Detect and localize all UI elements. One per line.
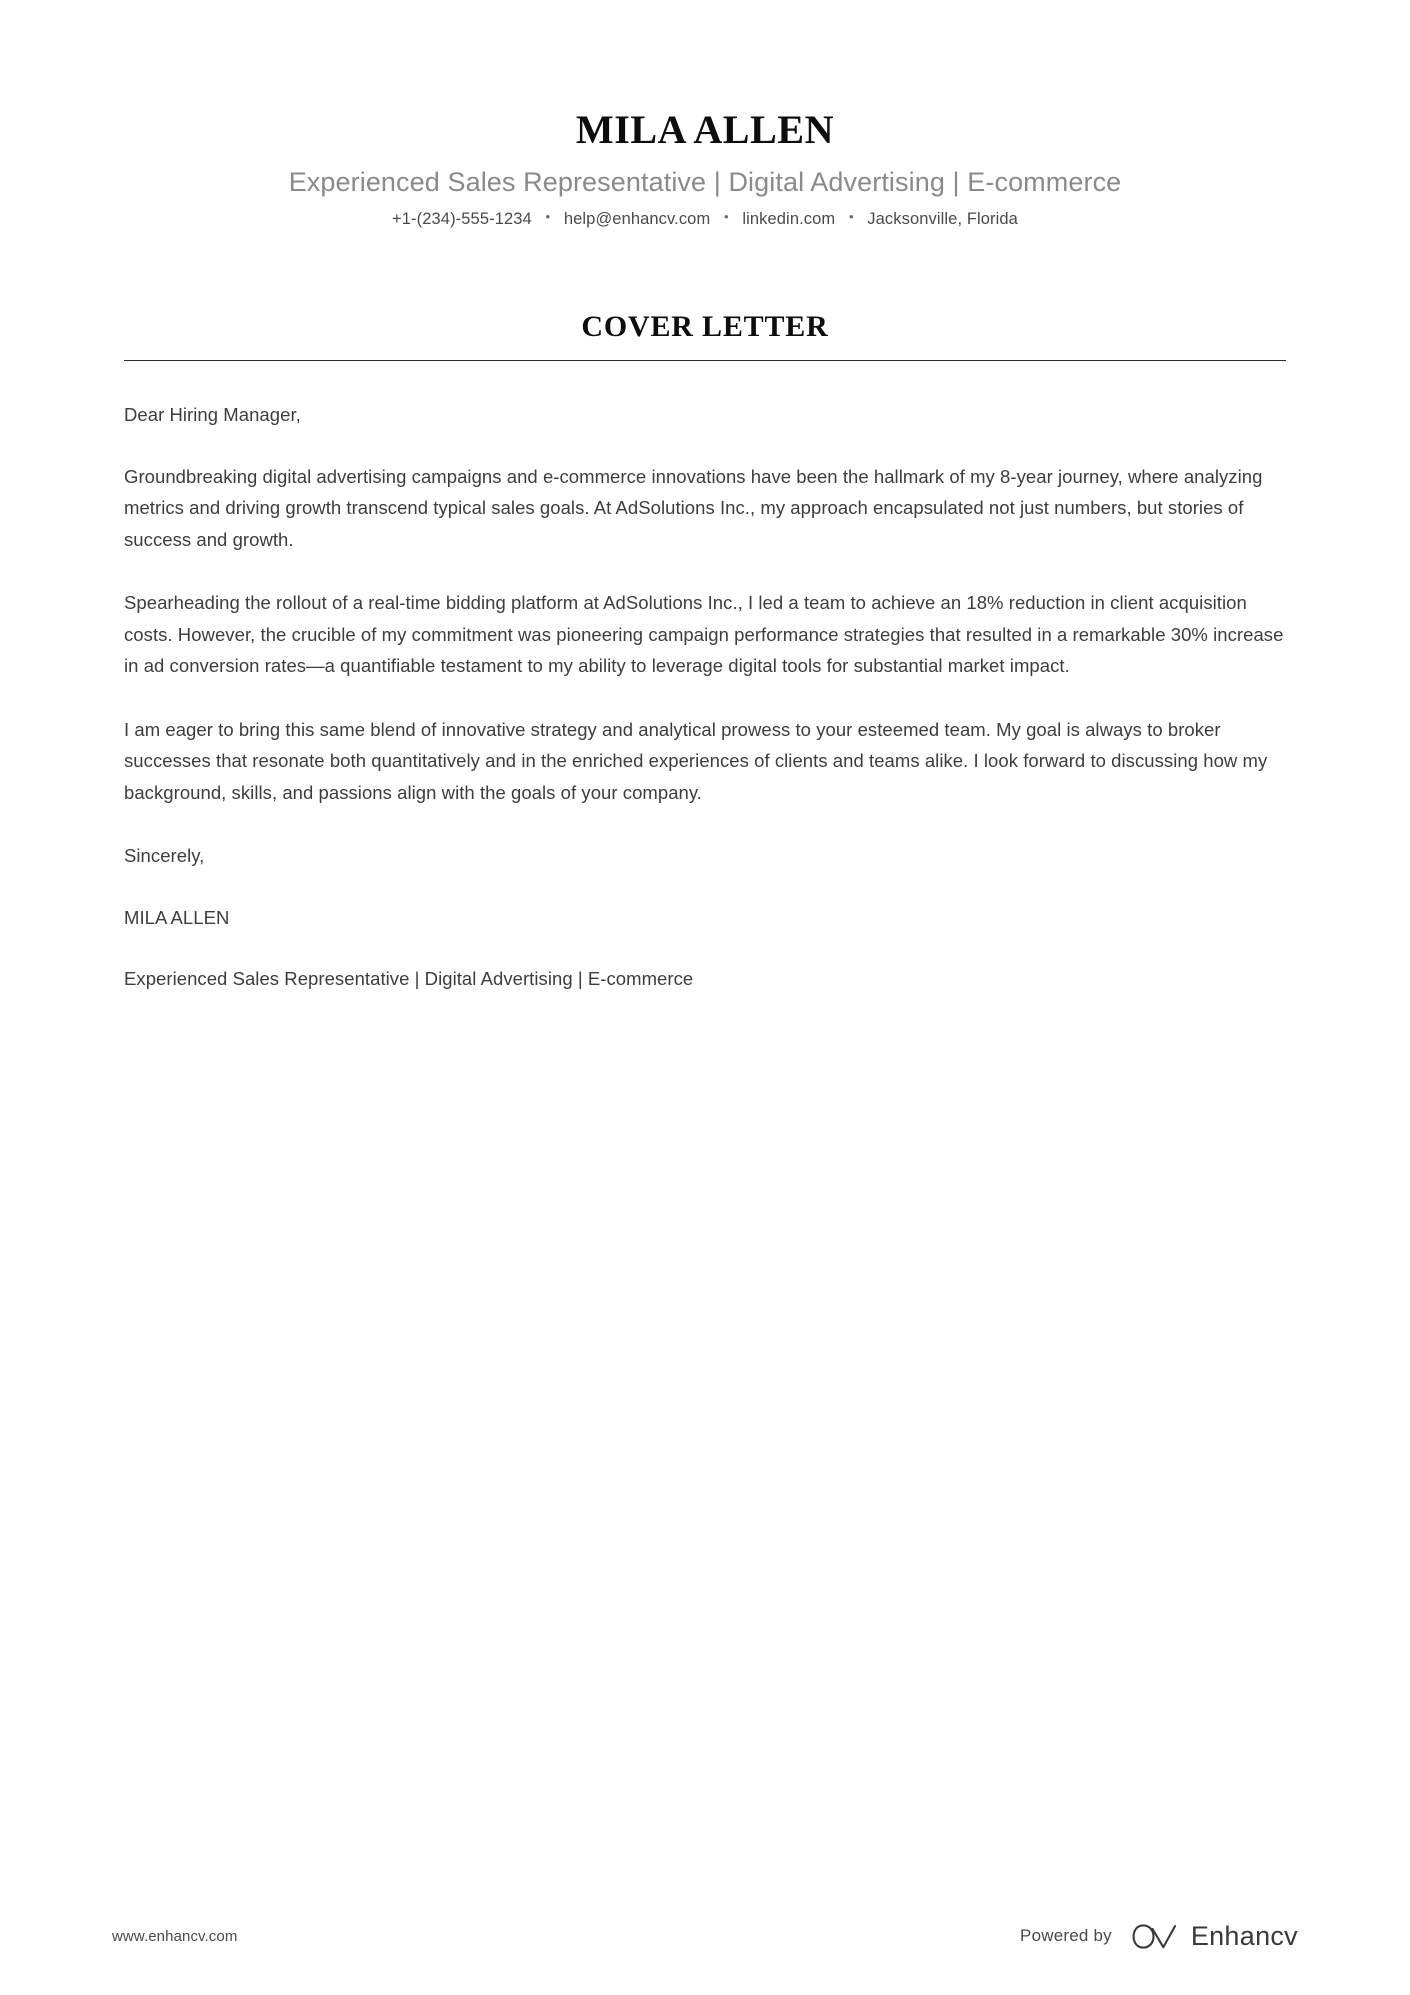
contact-linkedin[interactable]: linkedin.com	[742, 209, 836, 228]
contact-separator-icon: •	[848, 208, 854, 224]
section-divider	[124, 360, 1286, 361]
contact-location: Jacksonville, Florida	[867, 209, 1018, 228]
letter-body	[0, 399, 1410, 995]
contact-phone: +1-(234)-555-1234	[392, 209, 532, 228]
contact-email[interactable]: help@enhancv.com	[563, 209, 711, 228]
footer-branding	[1020, 1921, 1298, 1952]
enhancv-brand-lockup[interactable]	[1132, 1921, 1298, 1952]
letter-paragraph-2: Spearheading the rollout of a real-time bidding platform at AdSolutions Inc., I led a team to achieve an 18% reduction in client acquisition costs. However, the crucible of my commitment was pioneering campaign performance strategies that resulted in a remarkable 30% increase in ad conversion rates—a quantifiable testament to my ability to leverage digital tools for substantial market impact.	[124, 592, 1284, 677]
letter-signature-title: Experienced Sales Representative | Digital Advertising | E-commerce	[124, 968, 694, 990]
powered-by-label: Powered by	[1020, 1926, 1112, 1945]
enhancv-brand-name: Enhancv	[1190, 1920, 1298, 1951]
cover-letter-section-header	[0, 310, 1410, 361]
candidate-headline: Experienced Sales Representative | Digital Advertising | E-commerce	[288, 167, 1122, 197]
letter-paragraph-3: I am eager to bring this same blend of innovative strategy and analytical prowess to your esteemed team. My goal is always to broker successes that resonate both quantitatively and in the enriched experiences of clients and teams alike. I look forward to discussing how my background, skills, and passions align with the goals of your company.	[124, 718, 1268, 803]
letter-signoff: Sincerely,	[124, 845, 205, 867]
candidate-name: MILA ALLEN	[575, 107, 835, 152]
section-title: COVER LETTER	[581, 310, 829, 344]
contact-separator-icon: •	[724, 208, 729, 224]
document-header	[0, 0, 1410, 230]
contact-line	[0, 209, 1410, 230]
letter-paragraph-1: Groundbreaking digital advertising campaigns and e-commerce innovations have been the hallmark of my 8-year journey, where analyzing metrics and driving growth transcend typical sales goals. At AdSolutions Inc., my approach encapsulated not just numbers, but stories of success and growth.	[124, 465, 1263, 550]
enhancv-logo-icon	[1132, 1923, 1178, 1950]
letter-salutation: Dear Hiring Manager,	[124, 404, 301, 426]
document-footer	[0, 1877, 1410, 1995]
footer-website-link[interactable]: www.enhancv.com	[112, 1927, 238, 1945]
letter-signature-name: MILA ALLEN	[124, 906, 230, 928]
contact-separator-icon: •	[545, 208, 551, 224]
